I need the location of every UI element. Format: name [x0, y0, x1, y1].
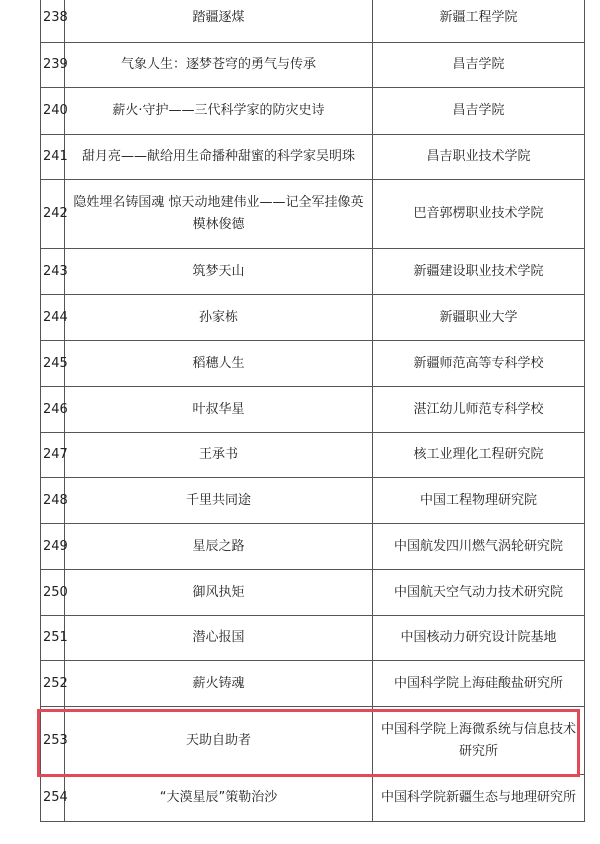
project-title: 薪火·守护——三代科学家的防灾史诗: [65, 88, 373, 135]
institution: 中国科学院上海硅酸盐研究所: [373, 661, 585, 707]
table-row: [41, 0, 585, 43]
table-row: [41, 524, 585, 570]
project-title: 气象人生：逐梦苍穹的勇气与传承: [65, 43, 373, 88]
project-title: 王承书: [65, 433, 373, 478]
project-title: 潜心报国: [65, 616, 373, 661]
project-title: 星辰之路: [65, 524, 373, 570]
project-table: [40, 0, 585, 822]
row-number: 251: [41, 616, 65, 661]
institution: 中国核动力研究设计院基地: [373, 616, 585, 661]
project-title: 孙家栋: [65, 295, 373, 341]
table-row: [41, 88, 585, 135]
row-number: 239: [41, 43, 65, 88]
table-row: [41, 478, 585, 524]
project-title: 踏疆逐煤: [65, 0, 373, 43]
table-row: [41, 249, 585, 295]
institution: 湛江幼儿师范专科学校: [373, 387, 585, 433]
row-number: 246: [41, 387, 65, 433]
project-title: “大漠星辰”策勒治沙: [65, 775, 373, 822]
institution: 新疆工程学院: [373, 0, 585, 43]
institution: 昌吉学院: [373, 43, 585, 88]
institution: 核工业理化工程研究院: [373, 433, 585, 478]
project-title: 薪火铸魂: [65, 661, 373, 707]
row-number: 240: [41, 88, 65, 135]
row-number: 245: [41, 341, 65, 387]
table-row: [41, 43, 585, 88]
institution: 新疆职业大学: [373, 295, 585, 341]
institution: 昌吉职业技术学院: [373, 135, 585, 180]
row-number: 253: [41, 707, 65, 775]
row-number: 247: [41, 433, 65, 478]
table-row: [41, 135, 585, 180]
institution: 中国科学院新疆生态与地理研究所: [373, 775, 585, 822]
project-title: 叶叔华星: [65, 387, 373, 433]
table-row: [41, 661, 585, 707]
row-number: 252: [41, 661, 65, 707]
table-row: [41, 616, 585, 661]
project-title: 筑梦天山: [65, 249, 373, 295]
institution: 巴音郭楞职业技术学院: [373, 180, 585, 249]
institution: 中国科学院上海微系统与信息技术研究所: [373, 707, 585, 775]
row-number: 248: [41, 478, 65, 524]
table-row: [41, 387, 585, 433]
table-row: [41, 707, 585, 775]
institution: 中国工程物理研究院: [373, 478, 585, 524]
table-row: [41, 341, 585, 387]
institution: 新疆师范高等专科学校: [373, 341, 585, 387]
table-row: [41, 570, 585, 616]
table-row: [41, 775, 585, 822]
project-title: 甜月亮——献给用生命播种甜蜜的科学家吴明珠: [65, 135, 373, 180]
table-row: [41, 433, 585, 478]
row-number: 250: [41, 570, 65, 616]
institution: 新疆建设职业技术学院: [373, 249, 585, 295]
row-number: 241: [41, 135, 65, 180]
row-number: 242: [41, 180, 65, 249]
project-title: 隐姓埋名铸国魂 惊天动地建伟业——记全军挂像英模林俊德: [65, 180, 373, 249]
row-number: 244: [41, 295, 65, 341]
project-title: 天助自助者: [65, 707, 373, 775]
table-row: [41, 295, 585, 341]
row-number: 238: [41, 0, 65, 43]
institution: 中国航发四川燃气涡轮研究院: [373, 524, 585, 570]
row-number: 243: [41, 249, 65, 295]
institution: 中国航天空气动力技术研究院: [373, 570, 585, 616]
row-number: 249: [41, 524, 65, 570]
project-title: 千里共同途: [65, 478, 373, 524]
project-title: 稻穗人生: [65, 341, 373, 387]
project-title: 御风执矩: [65, 570, 373, 616]
table-row: [41, 180, 585, 249]
institution: 昌吉学院: [373, 88, 585, 135]
row-number: 254: [41, 775, 65, 822]
